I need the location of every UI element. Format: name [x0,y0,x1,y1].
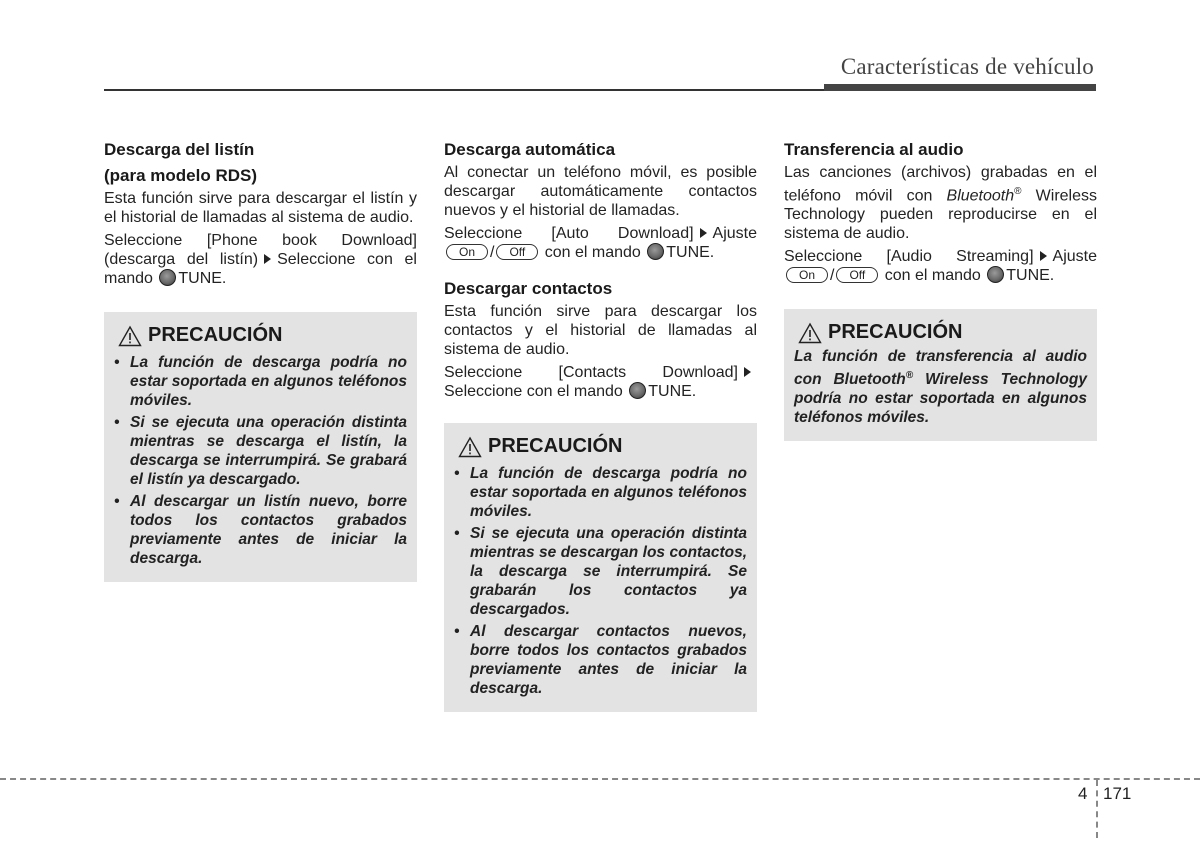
paragraph [104,231,417,288]
text-span: Seleccione [Audio Streaming] [784,248,1034,266]
text-span: La función de transferencia al audio con Bluetooth [794,348,1087,389]
chapter-number: 4 [1078,784,1088,803]
caution-box [444,423,757,712]
section-heading: Transferencia al audio [784,140,964,159]
text-span: TUNE. [178,270,227,287]
caution-item-text: Si se ejecuta una operación distinta mientras se descargan los contactos, la descarga se interrumpirá. Se grabarán los contactos ya descargados. [470,525,747,618]
section-heading-subline: (para modelo RDS) [104,166,258,185]
caution-item-text: La función de descarga podría no estar soportada en algunos teléfonos móviles. [130,354,407,409]
arrow-right-icon [700,228,707,238]
off-button-label: Off [836,267,878,283]
text-span: con el mando [544,244,641,261]
paragraph [444,224,757,262]
tune-knob-icon [647,243,664,260]
bullet: • [114,414,120,431]
footer-rule [0,778,1200,780]
text-span: Seleccione [Auto Download] [444,225,694,242]
brand-name: Bluetooth [946,187,1015,205]
off-button-label: Off [496,244,538,260]
paragraph [784,163,1097,243]
text-span: TUNE. [1006,267,1055,285]
page-header-title: Características de vehículo [840,54,1094,79]
caution-item-text: Al descargar contactos nuevos, borre todos los contactos grabados previamente antes de iniciar la descarga. [470,623,747,697]
caution-item-text: Al descargar un listín nuevo, borre todos los contactos grabados previamente antes de iniciar la descarga. [130,493,407,567]
text-span: Seleccione [Contacts Download] [444,364,738,381]
caution-item [454,622,747,698]
text-span: Ajuste [712,225,757,242]
bullet: • [454,623,460,640]
caution-box [104,312,417,582]
footer-divider [1096,780,1098,838]
bullet: • [114,354,120,371]
caution-title-text: PRECAUCIÓN [828,321,963,344]
caution-item-text: Si se ejecuta una operación distinta mientras se descarga el listín, la descarga se interrumpirá. Se grabará el listín ya descargado. [130,414,407,488]
tune-knob-icon [629,382,646,399]
text-span: Seleccione con el mando [444,383,623,400]
section-heading: Descargar contactos [444,279,613,298]
paragraph: Al conectar un teléfono móvil, es posible descargar automáticamente contactos nuevos y el historial de llamadas. [444,164,757,219]
text-span: con el mando [884,267,981,285]
registered-mark: ® [905,370,914,382]
header-rule-thin [104,89,824,91]
on-button-label: On [786,267,828,283]
page-number: 171 [1103,784,1132,803]
spacer [444,262,757,278]
warning-triangle-icon [458,436,482,458]
caution-item-text: La función de descarga podría no estar soportada en algunos teléfonos móviles. [470,465,747,520]
registered-mark: ® [1014,186,1022,197]
warning-triangle-icon [798,322,822,344]
caution-title [798,321,1087,344]
slash: / [830,267,835,285]
arrow-right-icon [1040,251,1047,261]
text-span: Ajuste [1052,248,1097,266]
arrow-right-icon [264,254,271,264]
caution-title-text: PRECAUCIÓN [148,324,283,346]
column-1 [104,139,417,582]
paragraph: Esta función sirve para descargar los contactos y el historial de llamadas al sistema de audio. [444,303,757,358]
text-span: Seleccione con el mando [104,251,417,287]
caution-item [454,464,747,521]
caution-list [114,353,407,568]
caution-title-text: PRECAUCIÓN [488,435,623,457]
paragraph [444,363,757,401]
text-span: TUNE. [648,383,697,400]
tune-knob-icon [987,266,1004,283]
column-3 [784,139,1097,441]
caution-text [794,347,1087,427]
slash: / [490,244,495,261]
caution-title [118,324,407,347]
arrow-right-icon [744,367,751,377]
bullet: • [454,465,460,482]
caution-list [454,464,747,698]
text-span: TUNE. [666,244,715,261]
warning-triangle-icon [118,325,142,347]
caution-item [454,524,747,619]
caution-box [784,309,1097,441]
text-span: Seleccione [Phone book Download] (descarga del listín) [104,232,417,268]
text-span: Wireless Technology podría no estar soportada en algunos teléfonos móviles. [794,371,1087,427]
caution-item [114,353,407,410]
on-button-label: On [446,244,488,260]
section-heading: Descarga automática [444,140,616,159]
header-rule-thick [824,84,1096,91]
text-span: Wireless Technology pueden reproducirse en el sistema de audio. [784,187,1097,243]
caution-title [458,435,747,458]
bullet: • [454,525,460,542]
bullet: • [114,493,120,510]
section-heading: Descarga del listín [104,140,255,159]
tune-knob-icon [159,269,176,286]
paragraph: Esta función sirve para descargar el listín y el historial de llamadas al sistema de audio. [104,190,417,226]
text-span: Las canciones (archivos) grabadas en el teléfono móvil con [784,164,1097,205]
caution-item [114,413,407,489]
caution-item [114,492,407,568]
column-2 [444,139,757,712]
paragraph [784,247,1097,285]
